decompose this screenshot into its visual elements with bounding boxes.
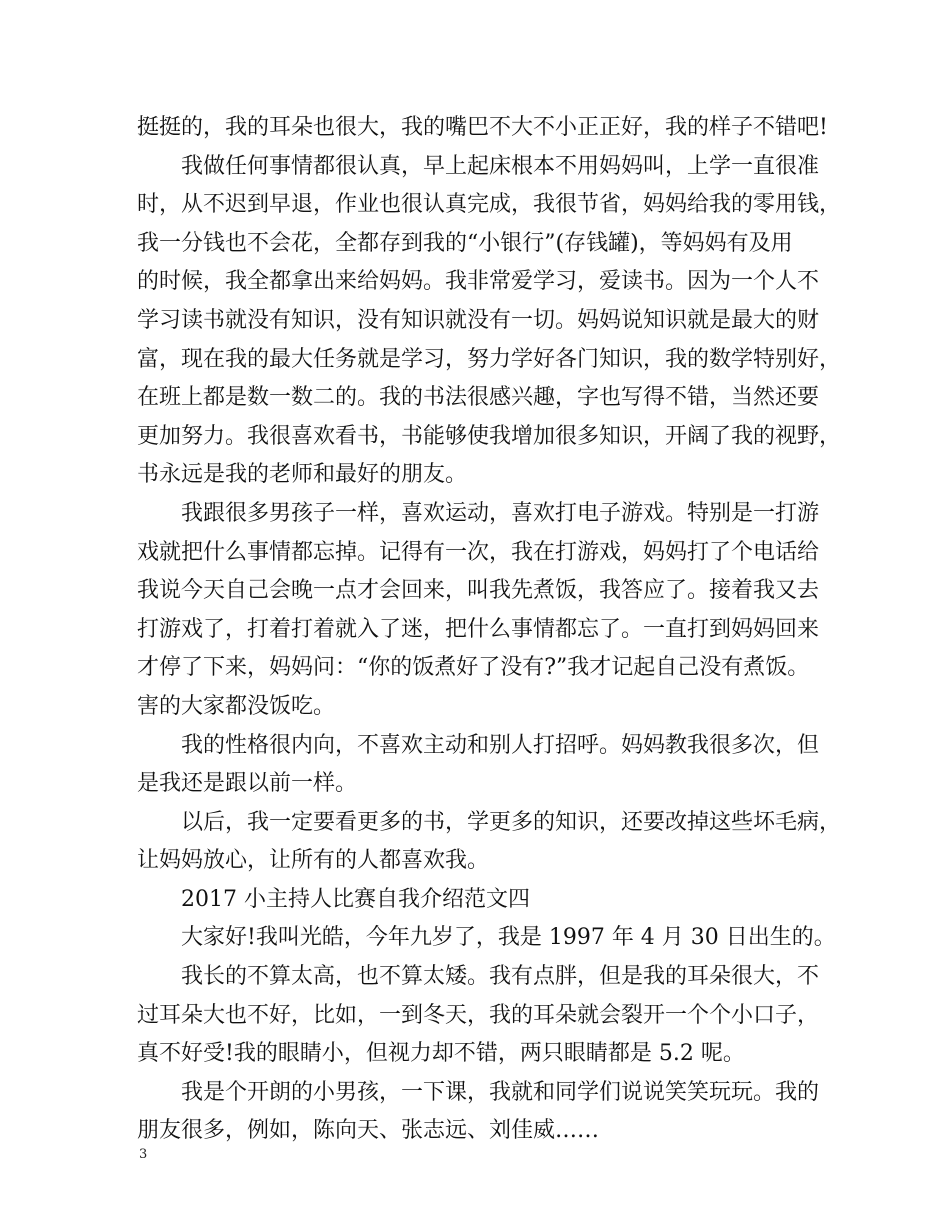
text-line: 在班上都是数一数二的。我的书法很感兴趣，字也写得不错，当然还要	[137, 385, 820, 411]
text-line: 才停了下来，妈妈问：“你的饭煮好了没有?”我才记起自己没有煮饭。	[137, 655, 810, 681]
text-line: 以后，我一定要看更多的书，学更多的知识，还要改掉这些坏毛病，	[181, 809, 842, 835]
text-line: 我做任何事情都很认真，早上起床根本不用妈妈叫，上学一直很准	[181, 153, 820, 179]
text-line: 我一分钱也不会花，全都存到我的“小银行”(存钱罐)，等妈妈有及用	[137, 230, 793, 256]
text-line: 我长的不算太高，也不算太矮。我有点胖，但是我的耳朵很大，不	[181, 964, 820, 990]
text-line: 更加努力。我很喜欢看书，书能够使我增加很多知识，开阔了我的视野，	[137, 423, 842, 449]
text-line: 害的大家都没饭吃。	[137, 693, 336, 719]
text-line: 我的性格很内向，不喜欢主动和别人打招呼。妈妈教我很多次，但	[181, 732, 820, 758]
text-line: 的时候，我全都拿出来给妈妈。我非常爱学习，爱读书。因为一个人不	[137, 269, 820, 295]
text-line: 打游戏了，打着打着就入了迷，把什么事情都忘了。一直打到妈妈回来	[137, 616, 820, 642]
text-line: 戏就把什么事情都忘掉。记得有一次，我在打游戏，妈妈打了个电话给	[137, 539, 820, 565]
text-line: 大家好!我叫光皓，今年九岁了，我是 1997 年 4 月 30 日出生的。	[181, 925, 836, 951]
text-line: 我是个开朗的小男孩，一下课，我就和同学们说说笑笑玩玩。我的	[181, 1079, 820, 1105]
text-line: 是我还是跟以前一样。	[137, 771, 358, 797]
text-line: 让妈妈放心，让所有的人都喜欢我。	[137, 848, 490, 874]
text-line: 富，现在我的最大任务就是学习，努力学好各门知识，我的数学特别好，	[137, 346, 842, 372]
text-line: 我跟很多男孩子一样，喜欢运动，喜欢打电子游戏。特别是一打游	[181, 500, 820, 526]
text-line: 朋友很多，例如，陈向天、张志远、刘佳威……	[137, 1118, 600, 1144]
body-text	[137, 109, 842, 1151]
text-line: 过耳朵大也不好，比如，一到冬天，我的耳朵就会裂开一个个小口子，	[137, 1002, 820, 1028]
page-number: 3	[139, 1147, 148, 1162]
text-line: 学习读书就没有知识，没有知识就没有一切。妈妈说知识就是最大的财	[137, 307, 820, 333]
text-line: 挺挺的，我的耳朵也很大，我的嘴巴不大不小正正好，我的样子不错吧!	[137, 115, 828, 140]
text-line: 书永远是我的老师和最好的朋友。	[137, 462, 468, 488]
text-line: 我说今天自己会晚一点才会回来，叫我先煮饭，我答应了。接着我又去	[137, 578, 820, 604]
text-line: 真不好受!我的眼睛小，但视力却不错，两只眼睛都是 5.2 呢。	[137, 1041, 745, 1067]
text-line: 时，从不迟到早退，作业也很认真完成，我很节省，妈妈给我的零用钱，	[137, 192, 842, 218]
text-line: 2017 小主持人比赛自我介绍范文四	[181, 886, 530, 912]
